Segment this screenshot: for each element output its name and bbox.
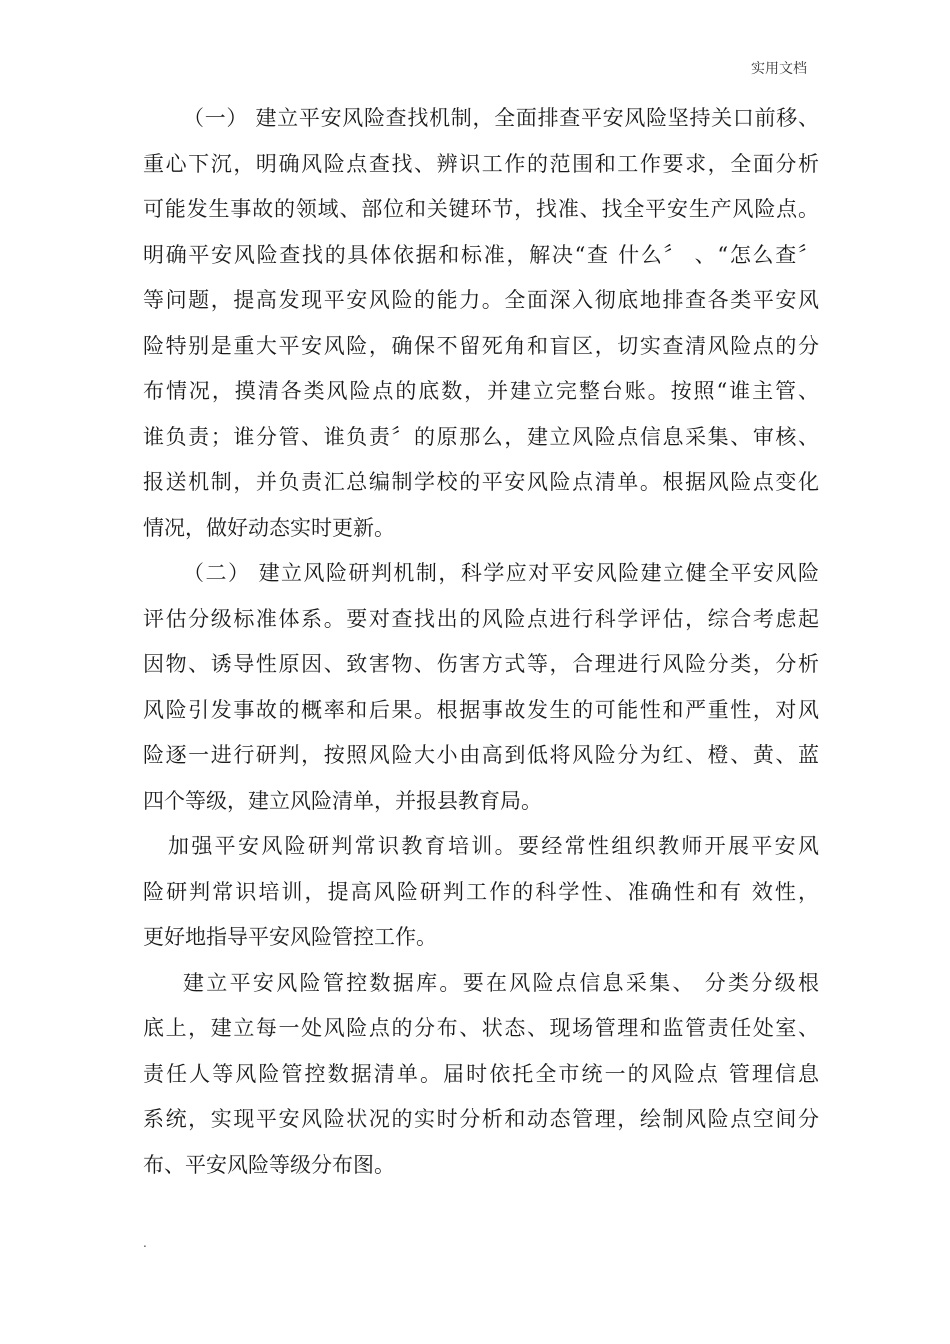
paragraph	[143, 551, 819, 824]
footer-mark: .	[143, 1236, 147, 1250]
text-line: 底上，建立每一处风险点的分布、状态、现场管理和监管责任处室、	[143, 1016, 819, 1040]
document-body	[143, 96, 819, 1188]
text-line: 情况，做好动态实时更新。	[143, 515, 395, 540]
text-line: 险逐一进行研判，按照风险大小由高到低将风险分为红、橙、黄、蓝	[143, 743, 819, 767]
text-line: 险研判常识培训，提高风险研判工作的科学性、准确性和有 效性，	[143, 879, 819, 904]
text-line: （一） 建立平安风险查找机制，全面排查平安风险坚持关口前移、	[183, 106, 819, 130]
text-line: 明确平安风险查找的具体依据和标准，解决“查 什么〞 、“怎么查〞	[143, 242, 819, 267]
text-line: 评估分级标准体系。要对查找出的风险点进行科学评估，综合考虑起	[143, 606, 819, 631]
text-line: 责任人等风险管控数据清单。届时依托全市统一的风险点 管理信息	[143, 1061, 819, 1086]
text-line: 加强平安风险研判常识教育培训。要经常性组织教师开展平安风	[168, 834, 819, 858]
text-line: 风险引发事故的概率和后果。根据事故发生的可能性和严重性，对风	[143, 697, 819, 722]
text-line: 因物、诱导性原因、致害物、伤害方式等，合理进行风险分类，分析	[143, 652, 819, 676]
text-line: 建立平安风险管控数据库。要在风险点信息采集、 分类分级根	[183, 970, 819, 995]
text-line: 布、平安风险等级分布图。	[143, 1152, 395, 1177]
text-line: （二） 建立风险研判机制，科学应对平安风险建立健全平安风险	[183, 561, 819, 585]
text-line: 等问题，提高发现平安风险的能力。全面深入彻底地排查各类平安风	[143, 288, 819, 312]
text-line: 更好地指导平安风险管控工作。	[143, 925, 437, 949]
text-line: 报送机制，并负责汇总编制学校的平安风险点清单。根据风险点变化	[143, 470, 819, 494]
paragraph	[143, 824, 819, 961]
text-line: 险特别是重大平安风险，确保不留死角和盲区，切实查清风险点的分	[143, 333, 819, 358]
text-line: 可能发生事故的领域、部位和关键环节，找准、找全平安生产风险点。	[143, 197, 819, 221]
document-header-tag: 实用文档	[751, 61, 807, 77]
paragraph	[143, 961, 819, 1189]
text-line: 布情况，摸清各类风险点的底数，并建立完整台账。按照“谁主管、	[143, 379, 819, 403]
text-line: 重心下沉，明确风险点查找、辨识工作的范围和工作要求，全面分析	[143, 151, 819, 176]
text-line: 四个等级，建立风险清单，并报县教育局。	[143, 788, 542, 813]
paragraph	[143, 96, 819, 551]
text-line: 谁负责；谁分管、谁负责〞的原那么，建立风险点信息采集、审核、	[143, 424, 819, 449]
text-line: 系统，实现平安风险状况的实时分析和动态管理，绘制风险点空间分	[143, 1107, 819, 1131]
